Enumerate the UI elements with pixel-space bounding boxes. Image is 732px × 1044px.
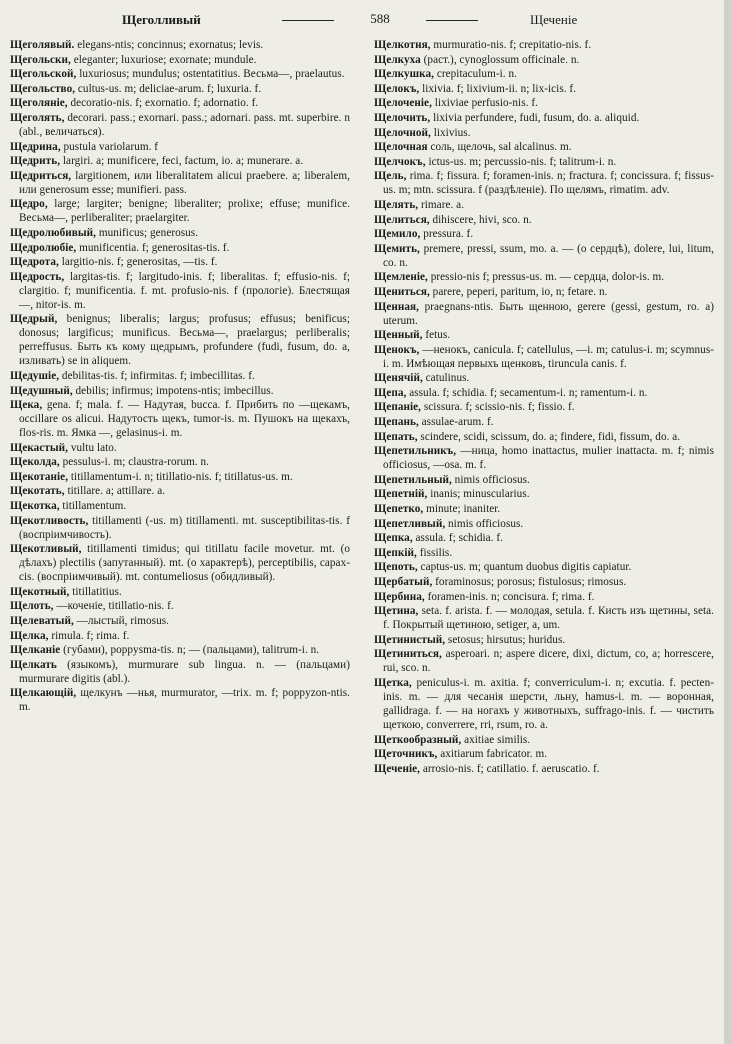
entry-headword: Щепкій, <box>374 546 417 559</box>
entry-headword: Щетинистый, <box>374 633 446 646</box>
entry-headword: Щедушный, <box>10 384 73 397</box>
entry-definition: соль, щелочь, sal alcalinus. m. <box>427 141 572 154</box>
dictionary-entry <box>374 285 714 299</box>
entry-headword: Щегольской, <box>10 68 77 81</box>
entry-headword: Щелка, <box>10 629 49 642</box>
entry-definition: debilitas-tis. f; infirmitas. f; imbecillitas. f. <box>59 369 255 382</box>
entry-headword: Щелочной, <box>374 126 431 139</box>
entry-headword: Щеголявый. <box>10 39 75 51</box>
dictionary-entry <box>10 658 350 686</box>
dictionary-entry <box>374 517 714 531</box>
entry-definition: asperoari. n; aspere dicere, dixi, dictum, co, a; horrescere, rui, sco. n. <box>383 648 714 675</box>
entry-headword: Щелиться, <box>374 213 430 226</box>
dictionary-entry <box>10 585 350 599</box>
entry-headword: Щека, <box>10 399 43 412</box>
entry-definition: foramen-inis. n; concisura. f; rima. f. <box>424 590 595 603</box>
dictionary-entry <box>374 386 714 400</box>
entry-headword: Щепа, <box>374 386 407 399</box>
entry-definition: (губами), poppysma-tis. n; — (пальцами), talitrum-i. n. <box>60 644 320 657</box>
entry-headword: Щедролюбіе, <box>10 241 77 254</box>
entry-headword: Щепать, <box>374 430 418 443</box>
dictionary-entry <box>374 126 714 140</box>
dictionary-entry <box>374 444 714 472</box>
left-column <box>10 38 350 1038</box>
dictionary-entry <box>374 575 714 589</box>
dictionary-entry <box>10 484 350 498</box>
dictionary-entry <box>374 762 714 776</box>
entry-definition: ictus-us. m; percussio-nis. f; talitrum-i. n. <box>425 155 617 168</box>
dictionary-entry <box>10 140 350 154</box>
page-number: 588 <box>340 11 420 27</box>
dictionary-entry <box>10 614 350 628</box>
entry-headword: Щекастый, <box>10 441 69 454</box>
dictionary-entry <box>374 531 714 545</box>
page-edge <box>724 0 732 1044</box>
dictionary-entry <box>374 227 714 241</box>
dictionary-entry <box>10 542 350 584</box>
dictionary-entry <box>10 96 350 110</box>
entry-definition: inanis; minuscularius. <box>427 488 530 501</box>
entry-headword: Щегольство, <box>10 82 76 95</box>
entry-headword: Щенячій, <box>374 372 423 385</box>
entry-headword: Щеголять, <box>10 111 65 124</box>
entry-definition: largitio-nis. f; generositas, —tis. f. <box>58 256 218 269</box>
entry-definition: praegnans-ntis. Быть щенною, gerere (gessi, gestum, ro. a) uterum. <box>383 300 714 327</box>
entry-definition: rimare. a. <box>418 198 465 211</box>
entry-headword: Щедрый, <box>10 313 58 326</box>
entry-definition: gena. f; mala. f. — Надутая, bucca. f. Прибить по —щекамъ, occillare os alicui. Надутость щекъ, tumor-is. m. Пушокъ на щекахъ, flos-ris. m. Ямка —, gelasinus-i. m. <box>19 399 350 440</box>
right-running-headword: Щеченіе <box>530 12 578 27</box>
entry-definition: titillamentum-i. n; titillatio-nis. f; titillatus-us. m. <box>68 470 293 483</box>
entry-headword: Щекотливость, <box>10 514 89 527</box>
entry-definition: titillamentum. <box>59 500 127 513</box>
entry-headword: Щенный, <box>374 329 423 342</box>
entry-definition: —ница, homo inattactus, mulier inattacta. m. f; nimis officiosus, —osa. m. f. <box>383 445 714 472</box>
dictionary-entry <box>374 676 714 732</box>
entry-headword: Щелочить, <box>374 111 431 124</box>
entry-definition: titillare. a; attillare. a. <box>64 485 166 498</box>
entry-headword: Щелоть, <box>10 600 54 613</box>
entry-definition: nimis officiosus. <box>445 517 524 530</box>
dictionary-entry <box>10 441 350 455</box>
entry-definition: —коченіе, titillatio-nis. f. <box>53 600 174 613</box>
entry-definition: debilis; infirmus; impotens-ntis; imbecillus. <box>72 384 274 397</box>
entry-definition: eleganter; luxuriose; exornate; mundule. <box>70 53 257 66</box>
entry-definition: assula. f; schidia. f; secamentum-i. n; ramentum-i. n. <box>406 386 648 399</box>
entry-definition: seta. f. arista. f. — молодая, setula. f. Кисть изъ щетины, seta. f. Покрытый щетиною, setiger, a, um. <box>383 605 714 632</box>
dictionary-entry <box>10 643 350 657</box>
entry-definition: decorari. pass.; exornari. pass.; adornari. pass. mt. superbire. n (abl., величаться). <box>19 111 350 138</box>
dictionary-entry <box>10 82 350 96</box>
entry-definition: cultus-us. m; deliciae-arum. f; luxuria. f. <box>75 82 262 95</box>
dictionary-entry <box>374 747 714 761</box>
dictionary-entry <box>10 111 350 139</box>
entry-definition: decoratio-nis. f; exornatio. f; adornatio. f. <box>67 97 259 110</box>
dictionary-entry <box>374 430 714 444</box>
dictionary-entry <box>374 604 714 632</box>
entry-headword: Щербатый, <box>374 576 433 588</box>
entry-headword: Щедрить, <box>10 155 61 168</box>
entry-headword: Щелканіе <box>10 644 61 657</box>
entry-headword: Щекотный, <box>10 585 70 598</box>
dictionary-entry <box>10 599 350 613</box>
entry-headword: Щелкушка, <box>374 68 434 81</box>
entry-definition: titillamenti timidus; qui titillatu facile movetur. mt. (о дѣлахъ) plectilis (запутанный). mt. (о характерѣ), perceptibilis, capax-cis. (воспріимчивый). mt. contumeliosus (обидливый). <box>19 543 350 584</box>
entry-headword: Щепетливый, <box>374 517 446 530</box>
entry-definition: (языкомъ), murmurare sub lingua. n. — (пальцами) murmurare digitis (abl.). <box>19 658 350 685</box>
entry-headword: Щекотать, <box>10 485 65 498</box>
dictionary-entry <box>374 343 714 371</box>
entry-definition: largiri. a; munificere, feci, factum, io. a; munerare. a. <box>60 155 304 168</box>
entry-headword: Щекотливый, <box>10 543 82 556</box>
entry-definition: щелкунъ —нья, murmurator, —trix. m. f; poppyzon-ntis. m. <box>19 687 350 714</box>
dictionary-entry <box>374 53 714 67</box>
entry-definition: lixivia. f; lixivium-ii. n; lix-icis. f. <box>419 82 577 95</box>
entry-headword: Щелеватый, <box>10 615 74 628</box>
dictionary-entry <box>374 473 714 487</box>
entry-definition: nimis officiosus. <box>451 473 530 486</box>
dictionary-entry <box>374 502 714 516</box>
dictionary-entry <box>10 686 350 714</box>
entry-headword: Щедриться, <box>10 169 72 182</box>
entry-headword: Щелять, <box>374 198 419 211</box>
entry-definition: largitas-tis. f; largitudo-inis. f; liberalitas. f; effusio-nis. f; clargitio. f; munificentia. f. mt. profusio-nis. f (прологіе). Блестящая —, nitor-is. m. <box>19 270 350 311</box>
entry-headword: Щелкать <box>10 658 57 671</box>
dictionary-entry <box>374 198 714 212</box>
dictionary-entry <box>374 111 714 125</box>
entry-headword: Щеголяніе, <box>10 97 68 110</box>
entry-headword: Щелкотня, <box>374 39 431 51</box>
entry-definition: murmuratio-nis. f; crepitatio-nis. f. <box>430 39 592 51</box>
entry-headword: Щелчокъ, <box>374 155 426 168</box>
dictionary-entry <box>374 633 714 647</box>
entry-definition: —ненокъ, canicula. f; catellulus, —i. m; catulus-i. m; scymnus-i. m. Имѣющая первыхъ щенковъ, tiruncula canis. f. <box>383 343 714 370</box>
entry-headword: Щепоть, <box>374 561 418 574</box>
dictionary-entry <box>374 546 714 560</box>
entry-headword: Щепка, <box>374 532 413 545</box>
dictionary-entry <box>10 514 350 542</box>
entry-headword: Щедрина, <box>10 140 61 153</box>
dictionary-entry <box>10 384 350 398</box>
entry-definition: catulinus. <box>422 372 470 385</box>
entry-headword: Щеченіе, <box>374 762 420 775</box>
entry-headword: Щепетильный, <box>374 473 452 486</box>
entry-headword: Щепетильникъ, <box>374 445 457 458</box>
entry-headword: Щедушіе, <box>10 369 60 382</box>
entry-definition: pustula variolarum. f <box>60 140 159 153</box>
entry-definition: assulae-arum. f. <box>418 416 494 429</box>
dictionary-entry <box>10 38 350 52</box>
entry-headword: Щелочная <box>374 141 428 154</box>
entry-definition: premere, pressi, ssum, mo. a. — (о сердцѣ), dolere, lui, litum, co. n. <box>383 242 714 269</box>
entry-headword: Щелокъ, <box>374 82 420 95</box>
entry-headword: Щелоченіе, <box>374 97 432 110</box>
entry-headword: Щетиниться, <box>374 648 442 661</box>
dictionary-entry <box>10 369 350 383</box>
entry-headword: Щетка, <box>374 676 412 689</box>
entry-headword: Щегольски, <box>10 53 71 66</box>
entry-definition: munificentia. f; generositas-tis. f. <box>76 241 230 254</box>
dictionary-entry <box>10 270 350 312</box>
dictionary-entry <box>10 255 350 269</box>
entry-headword: Щеколда, <box>10 456 60 469</box>
dictionary-entry <box>10 455 350 469</box>
entry-definition: arrosio-nis. f; catillatio. f. aeruscatio. f. <box>419 762 600 775</box>
entry-headword: Щекотка, <box>10 500 60 513</box>
dictionary-entry <box>374 590 714 604</box>
entry-headword: Щелкуха <box>374 53 421 66</box>
entry-headword: Щелкающій, <box>10 687 77 700</box>
dictionary-entry <box>374 82 714 96</box>
entry-definition: —лыстый, rimosus. <box>73 615 169 628</box>
entry-definition: largitionem, или liberalitatem alicui praebere. a; liberalem, или generosum esse; munifieri. pass. <box>19 169 350 196</box>
entry-definition: lixivius. <box>430 126 471 139</box>
entry-headword: Щенная, <box>374 300 419 313</box>
entry-definition: crepitaculum-i. n. <box>433 68 517 81</box>
entry-definition: (раст.), cynoglossum officinale. n. <box>420 53 580 66</box>
entry-definition: peniculus-i. m. axitia. f; converriculum-i. n; excutia. f. pecten-inis. m. — для чесанія шерсти, льну, hamus-i. m. — воронная, gallidraga. f. — на ногахъ у животныхъ, suffrago-inis. f. — чистить щеткою, converrere, rri, rsum, ro. a. <box>383 676 714 731</box>
entry-headword: Щедрость, <box>10 270 65 283</box>
entry-definition: fetus. <box>422 329 451 342</box>
dictionary-entry <box>10 67 350 81</box>
dictionary-entry <box>374 560 714 574</box>
entry-definition: parere, peperi, paritum, io, n; fetare. n. <box>429 285 608 298</box>
page-header <box>30 12 710 32</box>
entry-definition: fissilis. <box>416 546 453 559</box>
dictionary-entry <box>374 328 714 342</box>
entry-definition: captus-us. m; quantum duobus digitis capiatur. <box>417 561 632 574</box>
dictionary-entry <box>374 213 714 227</box>
entry-definition: pressio-nis f; pressus-us. m. — сердца, dolor-is. m. <box>427 271 665 284</box>
entry-definition: titillamenti (-us. m) titillamenti. mt. susceptibilitas-tis. f (воспріимчивость). <box>19 514 350 541</box>
entry-headword: Щемленіе, <box>374 271 428 284</box>
entry-definition: scindere, scidi, scissum, do. a; findere, fidi, fissum, do. a. <box>417 430 681 443</box>
entry-headword: Щемило, <box>374 228 421 241</box>
dictionary-entry <box>374 242 714 270</box>
left-running-headword: Щеголливый <box>122 12 201 27</box>
dictionary-entry <box>10 241 350 255</box>
entry-headword: Щель, <box>374 170 407 183</box>
entry-definition: foraminosus; porosus; fistulosus; rimosus. <box>432 576 627 588</box>
dictionary-entry <box>374 67 714 81</box>
entry-headword: Щедро, <box>10 198 48 211</box>
dictionary-entry <box>10 470 350 484</box>
entry-definition: rimula. f; rima. f. <box>48 629 130 642</box>
entry-definition: axitiarum fabricator. m. <box>437 748 548 761</box>
entry-definition: minute; inaniter. <box>423 503 501 516</box>
entry-definition: pessulus-i. m; claustra-rorum. n. <box>59 456 210 469</box>
entry-definition: lixivia perfundere, fudi, fusum, do. a. aliquid. <box>430 111 640 124</box>
dictionary-entry <box>10 499 350 513</box>
dictionary-entry <box>374 300 714 328</box>
entry-definition: rima. f; fissura. f; foramen-inis. n; fractura. f; concissura. f; fissus-us. m; mtn. scissura. f (раздѣленіе). По щелямъ, rimatim. adv. <box>383 170 714 197</box>
dictionary-entry <box>374 415 714 429</box>
entry-definition: assula. f; schidia. f. <box>412 532 503 545</box>
dictionary-entry <box>374 733 714 747</box>
dictionary-entry <box>10 629 350 643</box>
entry-definition: axitiae similis. <box>461 733 531 746</box>
entry-definition: elegans-ntis; concinnus; exornatus; levis. <box>74 39 264 51</box>
dictionary-entry <box>374 400 714 414</box>
entry-definition: pressura. f. <box>420 228 474 241</box>
entry-headword: Щедрота, <box>10 256 59 269</box>
dictionary-entry <box>10 154 350 168</box>
dictionary-entry <box>10 197 350 225</box>
entry-headword: Щепетко, <box>374 503 424 516</box>
entry-definition: large; largiter; benigne; liberaliter; prolixe; effuse; munifice. Весьма—, perliberaliter; praelargiter. <box>19 198 350 225</box>
dictionary-entry <box>374 371 714 385</box>
entry-definition: vultu lato. <box>68 441 117 454</box>
dictionary-entry <box>10 312 350 368</box>
dictionary-entry <box>10 169 350 197</box>
dictionary-entry <box>10 226 350 240</box>
entry-headword: Щемить, <box>374 242 420 255</box>
dictionary-entry <box>374 169 714 197</box>
dictionary-entry <box>10 398 350 440</box>
entry-headword: Щеткообразный, <box>374 733 462 746</box>
entry-definition: titillatitius. <box>69 585 122 598</box>
dictionary-entry <box>10 53 350 67</box>
entry-headword: Щекотаніе, <box>10 470 69 483</box>
entry-headword: Щепаніе, <box>374 401 422 414</box>
entry-definition: luxuriosus; mundulus; ostentatitius. Весьма—, praelautus. <box>76 68 345 81</box>
dictionary-entry <box>374 647 714 675</box>
dictionary-entry <box>374 270 714 284</box>
entry-headword: Щербина, <box>374 590 425 603</box>
entry-definition: benignus; liberalis; largus; profusus; effusus; benificus; donosus; largificus; munificus. Весьма—, praelargus; perliberalis; perreffusus. Быть къ кому щедрымъ, profundere (fudi, fusum, do. a, изливать) se in aliquem. <box>19 313 350 368</box>
entry-headword: Щенокъ, <box>374 343 420 356</box>
entry-definition: munificus; generosus. <box>95 226 199 239</box>
entry-headword: Щетина, <box>374 605 419 618</box>
entry-headword: Щедролюбивый, <box>10 226 96 239</box>
dictionary-entry <box>374 140 714 154</box>
entry-headword: Щениться, <box>374 285 430 298</box>
entry-headword: Щеточникъ, <box>374 748 438 761</box>
entry-definition: scissura. f; scissio-nis. f; fissio. f. <box>421 401 575 414</box>
entry-definition: setosus; hirsutus; huridus. <box>445 633 566 646</box>
entry-headword: Щепань, <box>374 416 419 429</box>
dictionary-entry <box>374 96 714 110</box>
right-column <box>374 38 714 1038</box>
dictionary-entry <box>374 487 714 501</box>
entry-headword: Щепетній, <box>374 488 428 501</box>
entry-definition: lixiviae perfusio-nis. f. <box>431 97 538 110</box>
entry-definition: dihiscere, hivi, sco. n. <box>429 213 532 226</box>
dictionary-entry <box>374 38 714 52</box>
dictionary-entry <box>374 155 714 169</box>
